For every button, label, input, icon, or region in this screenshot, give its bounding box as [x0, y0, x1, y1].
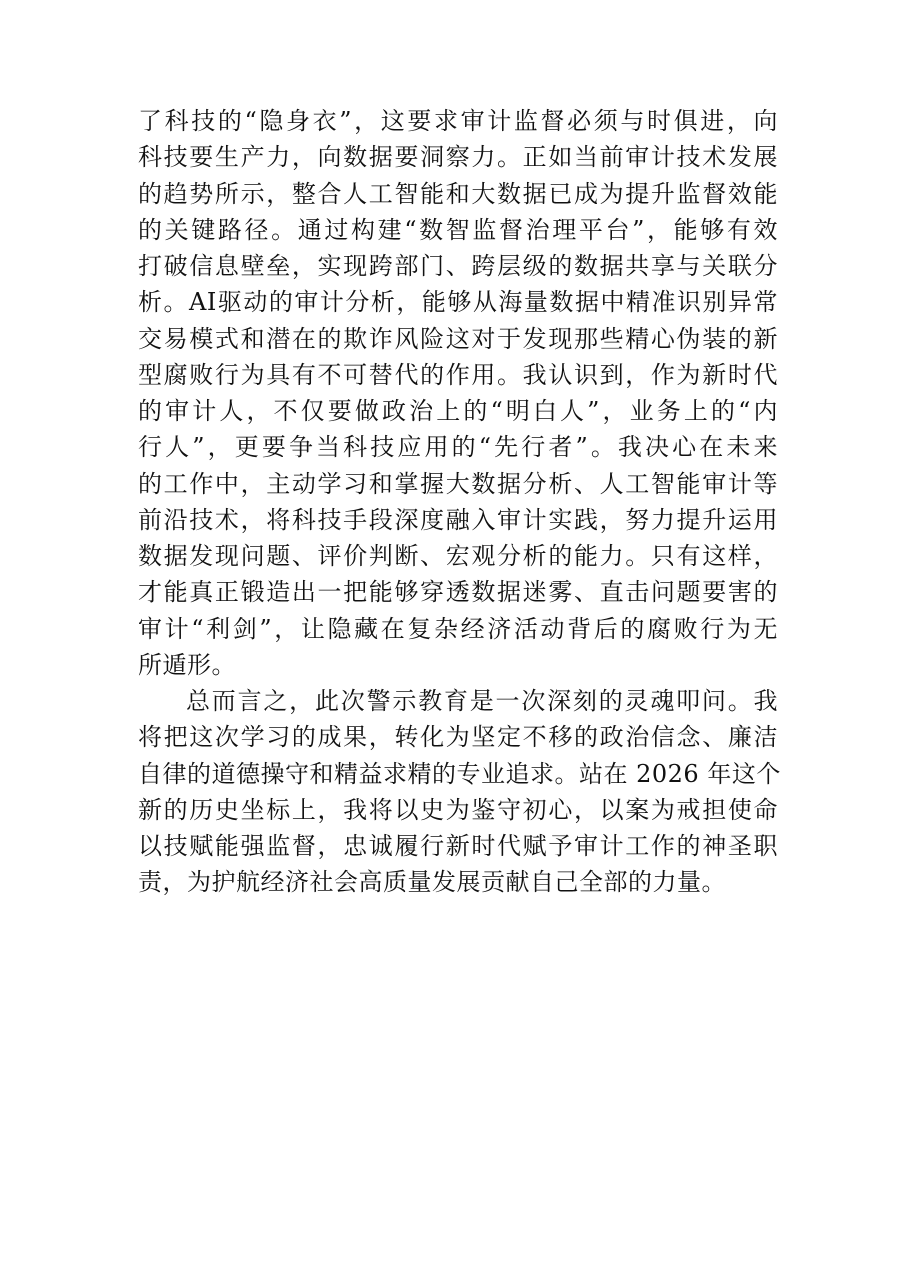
- text-line: 责，为护航经济社会高质量发展贡献自己全部的力量。: [138, 868, 726, 897]
- text-line: 总而言之，此次警示教育是一次深刻的灵魂叩问。我: [186, 687, 778, 715]
- text-line: 了科技的“隐身衣”，这要求审计监督必须与时俱进，向: [138, 107, 778, 135]
- text-line: 的趋势所示，整合人工智能和大数据已成为提升监督效能: [138, 179, 778, 208]
- text-line: 行人”，更要争当科技应用的“先行者”。我决心在未来: [138, 433, 778, 462]
- text-line: 交易模式和潜在的欺诈风险这对于发现那些精心伪装的新: [138, 324, 778, 353]
- text-line: 新的历史坐标上，我将以史为鉴守初心，以案为戒担使命: [138, 795, 778, 824]
- paragraph-1: [138, 103, 778, 683]
- paragraph-2: [138, 683, 781, 901]
- text-line: 打破信息壁垒，实现跨部门、跨层级的数据共享与关联分: [138, 252, 778, 280]
- text-line: 的关键路径。通过构建“数智监督治理平台”，能够有效: [138, 215, 778, 244]
- text-line: 析。AI驱动的审计分析，能够从海量数据中精准识别异常: [138, 288, 778, 317]
- text-line: 科技要生产力，向数据要洞察力。正如当前审计技术发展: [138, 143, 778, 172]
- text-line: 型腐败行为具有不可替代的作用。我认识到，作为新时代: [138, 360, 778, 389]
- text-line: 所遁形。: [138, 650, 236, 679]
- document-body: [138, 103, 781, 901]
- text-line: 以技赋能强监督，忠诚履行新时代赋予审计工作的神圣职: [138, 832, 778, 860]
- text-line: 数据发现问题、评价判断、宏观分析的能力。只有这样，: [138, 542, 778, 570]
- text-line: 前沿技术，将科技手段深度融入审计实践，努力提升运用: [138, 505, 778, 534]
- text-line: 的审计人，不仅要做政治上的“明白人”，业务上的“内: [138, 397, 778, 425]
- text-line: 才能真正锻造出一把能够穿透数据迷雾、直击问题要害的: [138, 578, 778, 607]
- text-line: 审计“利剑”，让隐藏在复杂经济活动背后的腐败行为无: [138, 614, 778, 643]
- text-line: 自律的道德操守和精益求精的专业追求。站在 2026 年这个: [138, 759, 781, 788]
- text-line: 的工作中，主动学习和掌握大数据分析、人工智能审计等: [138, 469, 778, 498]
- text-line: 将把这次学习的成果，转化为坚定不移的政治信念、廉洁: [138, 723, 778, 752]
